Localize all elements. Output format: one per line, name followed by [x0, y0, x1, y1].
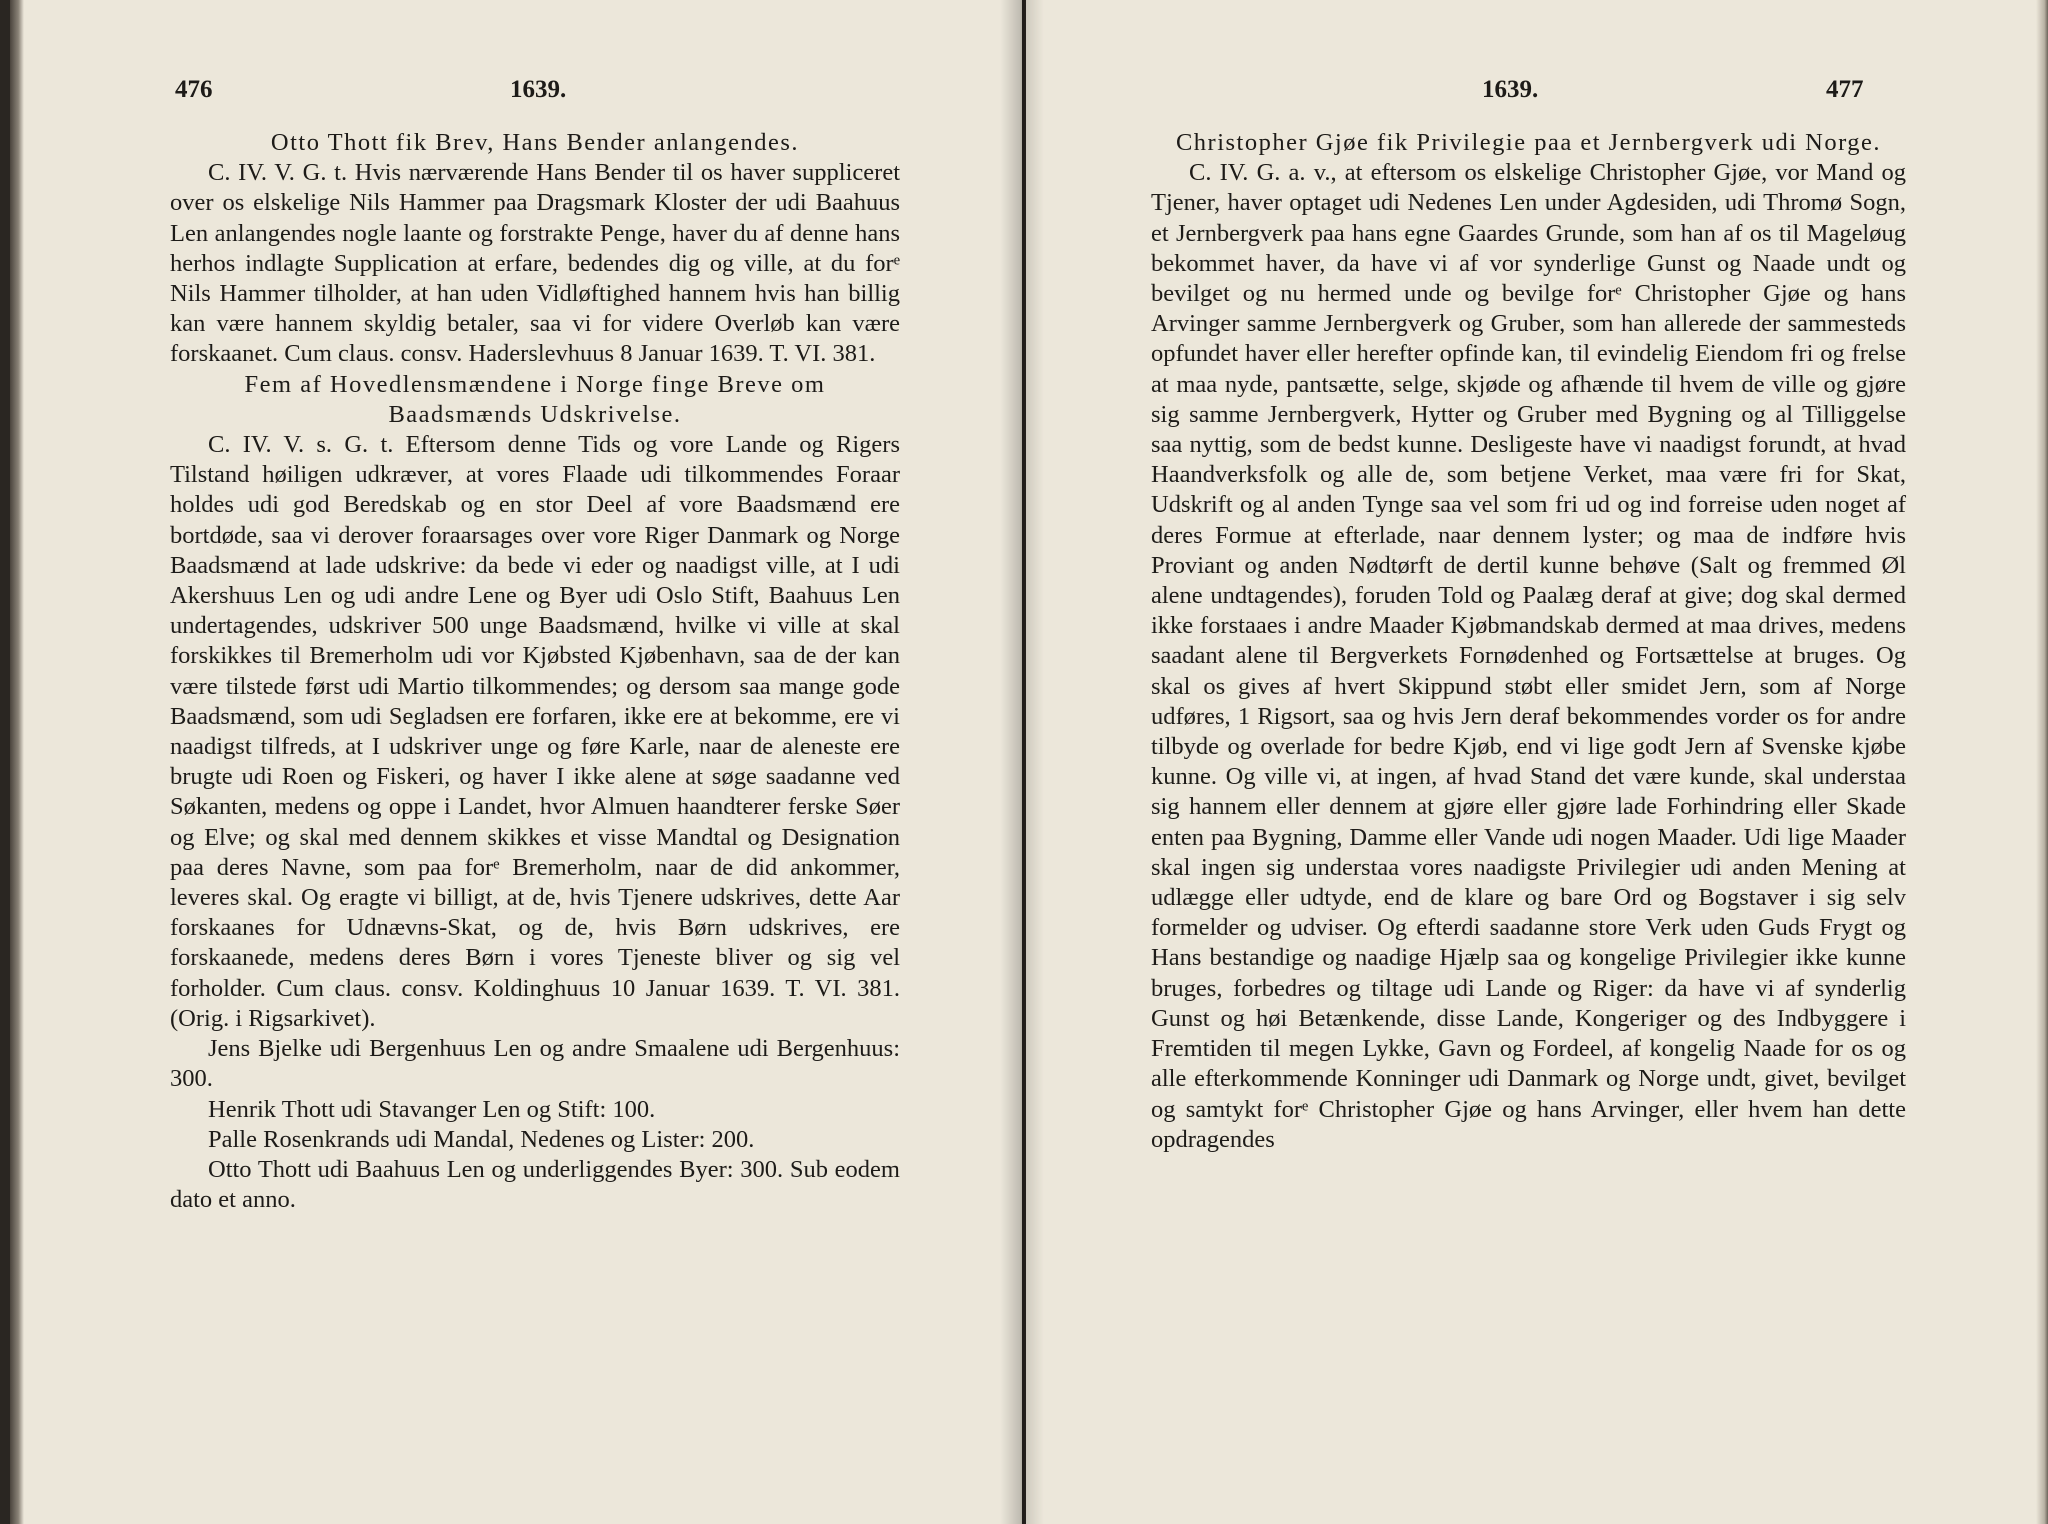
entry-body: C. IV. V. s. G. t. Eftersom denne Tids og vore Lande og Rigers Tilstand høiligen udkræver, at vores Flaade udi tilkommendes Foraar holdes udi god Beredskab og en stor Deel af vore Baadsmænd ere bortdøde, saa vi derover foraarsages over vore Riger Danmark og Norge Baadsmænd at lade udskrive: da bede vi eder og naadigst ville, at I udi Akershuus Len og udi andre Lene og Byer udi Oslo Stift, Baahuus Len undertagendes, udskriver 500 unge Baadsmænd, hvilke vi ville at skal forskikkes til Bremerholm udi vor Kjøbsted Kjøbenhavn, saa de der kan være tilstede først udi Martio tilkommendes; og dersom saa mange gode Baadsmænd, som udi Segladsen ere forfaren, ikke ere at bekomme, ere vi naadigst tilfreds, at I udskriver unge og føre Karle, naar de aleneste ere brugte udi Roen og Fiskeri, og haver I ikke alene at søge saadanne ved Søkanten, medens og oppe i Landet, hvor Almuen haandterer ferske Søer og Elve; og skal med dennem skikkes et visse Mandtal og Designation paa deres Navne, som paa forᵉ Bremerholm, naar de did ankommer, leveres skal. Og eragte vi billigt, at de, hvis Tjenere udskrives, dette Aar forskaanes for Udnævns-Skat, og de, hvis Børn udskrives, ere forskaanede, medens deres Børn i vores Tjeneste bliver og sig vel forholder. Cum claus. consv. Koldinghuus 10 Januar 1639. T. VI. 381. (Orig. i Rigsarkivet).: [170, 431, 900, 1032]
book-gutter: [1000, 0, 1044, 1524]
running-head-left: 1639.: [510, 76, 567, 103]
page-number-right: 477: [1826, 76, 1864, 103]
entry-body: Jens Bjelke udi Bergenhuus Len og andre Smaalene udi Bergenhuus: 300.: [170, 1035, 900, 1093]
left-page: [10, 0, 1022, 1524]
entry-body: Palle Rosenkrands udi Mandal, Nedenes og Lister: 200.: [208, 1125, 755, 1153]
page-edge-right: [2036, 0, 2048, 1524]
entry-title: Otto Thott fik Brev, Hans Bender anlangendes.: [270, 129, 800, 156]
page-edge-left: [10, 0, 24, 1524]
left-page-text: [170, 128, 900, 1215]
entry-body: C. IV. G. a. v., at eftersom os elskelige Christopher Gjøe, vor Mand og Tjener, haver optaget udi Nedenes Len under Agdesiden, udi Thromø Sogn, et Jernbergverk paa hans egne Gaardes Grunde, som han af os til Mageløug bekommet haver, da have vi af vor synderlige Gunst og Naade undt og bevilget og nu hermed unde og bevilge forᵉ Christopher Gjøe og hans Arvinger samme Jernbergverk og Gruber, som han allerede der sammesteds opfundet haver eller herefter opfinde kan, til evindelig Eiendom fri og frelse at maa nyde, pantsætte, selge, skjøde og afhænde til hvem de ville og gjøre sig samme Jernbergverk, Hytter og Gruber med Bygning og al Tilliggelse saa nyttig, som de bedst kunne. Desligeste have vi naadigst forundt, at hvad Haandverksfolk og alle de, som betjene Verket, maa være fri for Skat, Udskrift og al anden Tynge saa vel som fri ud og ind forreise uden noget af deres Formue at efterlade, naar dennem lyster; og maa de indføre hvis Proviant og anden Nødtørft de dertil kunne behøve (Salt og fremmed Øl alene undtagendes), foruden Told og Paalæg deraf at give; dog skal dermed ikke forstaaes i andre Maader Kjøbmandskab dermed at maa drives, medens saadant alene til Bergverkets Fornødenhed og Fortsættelse at bruges. Og skal os gives af hvert Skippund støbt eller smidet Jern, som af Norge udføres, 1 Rigsort, saa og hvis Jern deraf bekommendes vorder os for andre tilbyde og overlade for bedre Kjøb, end vi lige godt Jern af Svenske kjøbe kunne. Og ville vi, at ingen, af hvad Stand det være kunde, skal understaa sig hannem eller dennem at gjøre eller gjøre lade Forhindring eller Skade enten paa Bygning, Damme eller Vande udi nogen Maader. Udi lige Maader skal ingen sig understaa vores naadigste Privilegier udi anden Mening at udlægge eller udtyde, end de klare og bare Ord og Bogstaver i sig selv formelder og udviser. Og efterdi saadanne store Verk uden Guds Frygt og Hans bestandige og naadige Hjælp saa og kongelige Privilegier ikke kunne bruges, forbedres og tiltage udi Lande og Riger: da have vi af synderlig Gunst og høi Betænkende, disse Lande, Kongeriger og des Indbyggere i Fremtiden til megen Lykke, Gavn og Fordeel, af kongelig Naade for os og alle efterkommende Konninger udi Danmark og Norge undt, givet, bevilget og samtykt forᵉ Christopher Gjøe og hans Arvinger, eller hvem han dette opdragendes: [1151, 159, 1906, 1153]
entry-title: Fem af Hovedlensmændene i Norge finge Breve om Baadsmænds Udskrivelse.: [244, 370, 826, 428]
entry-body: Henrik Thott udi Stavanger Len og Stift: 100.: [208, 1095, 656, 1123]
right-page: [1026, 0, 2048, 1524]
running-head-right: 1639.: [1482, 76, 1539, 103]
page-number-left: 476: [175, 76, 213, 103]
right-page-text: [1151, 128, 1906, 1155]
entry-title: Christopher Gjøe fik Privilegie paa et Jernbergverk udi Norge.: [1175, 129, 1882, 156]
entry-body: C. IV. V. G. t. Hvis nærværende Hans Bender til os haver suppliceret over os elskelige Nils Hammer paa Dragsmark Kloster der udi Baahuus Len anlangendes nogle laante og forstrakte Penge, haver du af denne hans herhos indlagte Supplication at erfare, bedendes dig og ville, at du forᵉ Nils Hammer tilholder, at han uden Vidløftighed hannem hvis han billig kan være hannem skyldig betaler, saa vi for videre Overløb kan være forskaanet. Cum claus. consv. Haderslevhuus 8 Januar 1639. T. VI. 381.: [170, 159, 900, 368]
entry-body: Otto Thott udi Baahuus Len og underliggendes Byer: 300. Sub eodem dato et anno.: [170, 1155, 900, 1214]
